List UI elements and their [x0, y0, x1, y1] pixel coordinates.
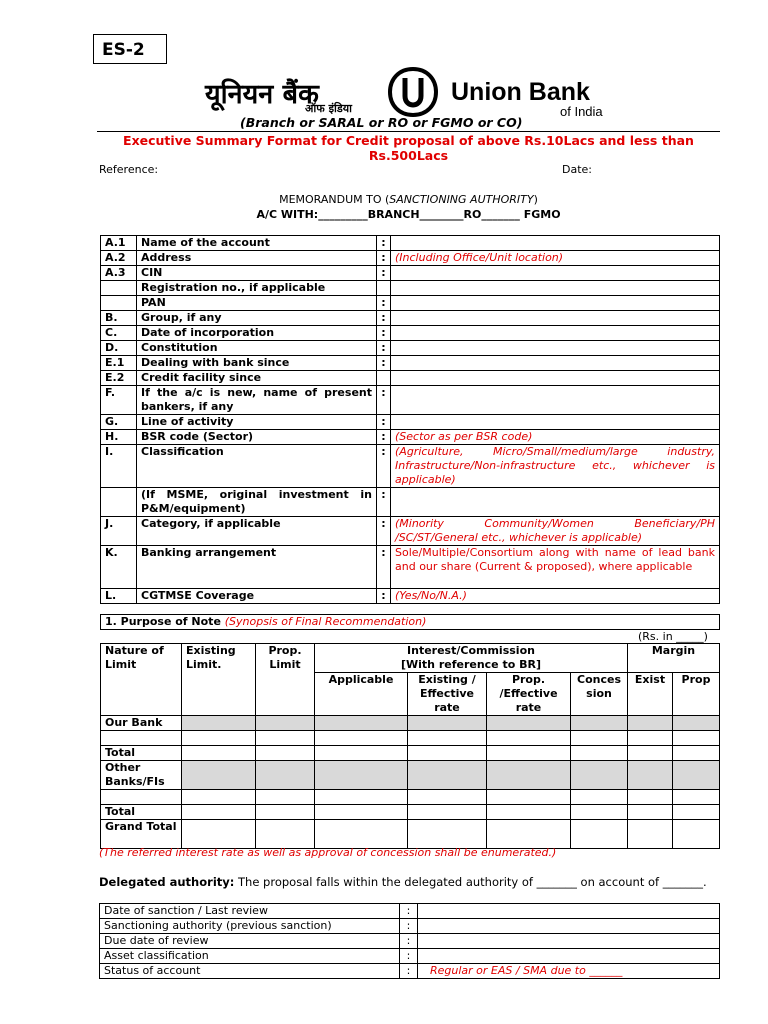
account-row-value: (Minority Community/Women Beneficiary/PH /SC/ST/General etc., whichever is applicable)	[391, 517, 720, 546]
header-prop-effective: Prop. /Effective rate	[487, 673, 571, 716]
account-row-colon	[377, 281, 391, 296]
limit-cell[interactable]	[408, 820, 487, 849]
purpose-of-note: 1. Purpose of Note (Synopsis of Final Recommendation)	[101, 615, 720, 630]
account-row	[101, 281, 720, 296]
sanction-colon: :	[400, 904, 418, 919]
limit-cell[interactable]	[182, 761, 256, 790]
limit-row-label: Grand Total	[101, 820, 182, 849]
reference-label: Reference:	[99, 163, 159, 176]
header-margin: Margin	[628, 644, 720, 673]
header-existing-limit: Existing Limit.	[182, 644, 256, 716]
limit-row	[101, 716, 720, 731]
account-row-value	[391, 296, 720, 311]
ac-with-line: A/C WITH:_________BRANCH________RO_______ FGMO	[256, 208, 561, 221]
account-row-value	[391, 371, 720, 386]
limit-cell[interactable]	[571, 716, 628, 731]
account-row-code: F.	[101, 386, 137, 415]
bank-name-en-sub: of India	[560, 104, 603, 119]
account-row-colon	[377, 371, 391, 386]
limit-cell[interactable]	[408, 716, 487, 731]
account-row-label: Date of incorporation	[137, 326, 377, 341]
account-row-label: PAN	[137, 296, 377, 311]
limit-cell[interactable]	[256, 716, 315, 731]
account-row-colon: :	[377, 415, 391, 430]
limit-cell[interactable]	[315, 761, 408, 790]
sanction-row	[100, 949, 720, 964]
account-row	[101, 488, 720, 517]
account-row-colon: :	[377, 326, 391, 341]
limit-cell[interactable]	[256, 761, 315, 790]
account-row	[101, 296, 720, 311]
limit-row-label: Total	[101, 805, 182, 820]
header-concession: Conces sion	[571, 673, 628, 716]
account-row-value	[391, 281, 720, 296]
limit-cell[interactable]	[487, 731, 571, 746]
sanction-colon: :	[400, 919, 418, 934]
account-row-code: C.	[101, 326, 137, 341]
account-row-colon: :	[377, 386, 391, 415]
limit-row-label: Total	[101, 746, 182, 761]
account-row-code	[101, 488, 137, 517]
limit-cell[interactable]	[315, 746, 408, 761]
account-row-code: A.3	[101, 266, 137, 281]
sanction-label: Due date of review	[100, 934, 400, 949]
limit-cell[interactable]	[182, 716, 256, 731]
limit-cell[interactable]	[673, 790, 720, 805]
account-row-colon: :	[377, 517, 391, 546]
account-row-colon: :	[377, 251, 391, 266]
sanction-label: Date of sanction / Last review	[100, 904, 400, 919]
account-row-label: If the a/c is new, name of present bankers, if any	[137, 386, 377, 415]
account-row	[101, 589, 720, 604]
limit-row	[101, 761, 720, 790]
union-bank-logo-icon	[386, 66, 440, 118]
sanction-table	[99, 903, 720, 979]
limit-cell[interactable]	[571, 790, 628, 805]
account-row-colon: :	[377, 266, 391, 281]
account-row	[101, 251, 720, 266]
limit-cell[interactable]	[571, 731, 628, 746]
sanction-colon: :	[400, 949, 418, 964]
header-exist: Exist	[628, 673, 673, 716]
account-row	[101, 517, 720, 546]
limit-cell[interactable]	[256, 746, 315, 761]
sanction-row	[100, 904, 720, 919]
account-row	[101, 356, 720, 371]
account-row-label: Classification	[137, 445, 377, 488]
limit-cell[interactable]	[571, 805, 628, 820]
account-row-colon: :	[377, 589, 391, 604]
sanction-label: Asset classification	[100, 949, 400, 964]
interest-note: (The referred interest rate as well as approval of concession shall be enumerated.)	[99, 846, 557, 859]
limit-cell[interactable]	[628, 805, 673, 820]
limit-cell[interactable]	[182, 805, 256, 820]
limit-cell[interactable]	[487, 716, 571, 731]
sanction-colon: :	[400, 934, 418, 949]
limit-cell[interactable]	[673, 716, 720, 731]
limit-cell[interactable]	[628, 716, 673, 731]
account-row	[101, 386, 720, 415]
account-row-code: A.2	[101, 251, 137, 266]
limit-cell[interactable]	[628, 746, 673, 761]
account-row-code: G.	[101, 415, 137, 430]
account-row-colon: :	[377, 488, 391, 517]
account-row-value	[391, 341, 720, 356]
limit-cell[interactable]	[487, 746, 571, 761]
account-row	[101, 546, 720, 589]
sanction-label: Sanctioning authority (previous sanction)	[100, 919, 400, 934]
bank-name-hindi-sub: ऑफ इंडिया	[305, 102, 352, 115]
limit-row-label	[101, 731, 182, 746]
account-row	[101, 326, 720, 341]
limit-cell[interactable]	[315, 805, 408, 820]
account-row-label: Constitution	[137, 341, 377, 356]
limit-cell[interactable]	[182, 746, 256, 761]
limit-cell[interactable]	[487, 761, 571, 790]
account-row-value	[391, 386, 720, 415]
sanction-row	[100, 919, 720, 934]
limit-row	[101, 820, 720, 849]
account-row	[101, 266, 720, 281]
account-details-table	[100, 235, 720, 604]
account-row-colon: :	[377, 311, 391, 326]
sanction-row	[100, 964, 720, 979]
limit-cell[interactable]	[315, 820, 408, 849]
limit-cell[interactable]	[256, 820, 315, 849]
rs-unit-label: (Rs. in _____)	[638, 630, 708, 643]
account-row-label: BSR code (Sector)	[137, 430, 377, 445]
account-row-value	[391, 311, 720, 326]
account-row-label: Category, if applicable	[137, 517, 377, 546]
account-row-value: (Yes/No/N.A.)	[391, 589, 720, 604]
limit-cell[interactable]	[182, 731, 256, 746]
limit-cell[interactable]	[408, 790, 487, 805]
account-row-value: (Including Office/Unit location)	[391, 251, 720, 266]
account-row-colon: :	[377, 546, 391, 589]
limit-row-label	[101, 790, 182, 805]
limit-row	[101, 805, 720, 820]
limit-cell[interactable]	[571, 820, 628, 849]
account-row	[101, 371, 720, 386]
account-row-colon: :	[377, 236, 391, 251]
account-row-code: H.	[101, 430, 137, 445]
header-divider	[97, 131, 720, 132]
account-row-label: CGTMSE Coverage	[137, 589, 377, 604]
sanction-value	[418, 904, 720, 919]
account-row-value	[391, 488, 720, 517]
account-row-code	[101, 281, 137, 296]
limit-row	[101, 790, 720, 805]
account-row-colon: :	[377, 430, 391, 445]
account-row-code: L.	[101, 589, 137, 604]
account-row-code: J.	[101, 517, 137, 546]
limit-cell[interactable]	[256, 790, 315, 805]
account-row-code: D.	[101, 341, 137, 356]
account-row-value	[391, 415, 720, 430]
limit-cell[interactable]	[673, 805, 720, 820]
account-row-label: Name of the account	[137, 236, 377, 251]
limit-cell[interactable]	[628, 790, 673, 805]
account-row-colon: :	[377, 341, 391, 356]
account-row-code	[101, 296, 137, 311]
limit-cell[interactable]	[628, 761, 673, 790]
limit-cell[interactable]	[408, 805, 487, 820]
limit-cell[interactable]	[487, 790, 571, 805]
account-row-colon: :	[377, 445, 391, 488]
account-row-label: Registration no., if applicable	[137, 281, 377, 296]
limit-cell[interactable]	[182, 790, 256, 805]
limit-cell[interactable]	[673, 731, 720, 746]
sanction-value	[418, 934, 720, 949]
limit-cell[interactable]	[673, 820, 720, 849]
account-row	[101, 341, 720, 356]
account-row	[101, 415, 720, 430]
account-row-code: K.	[101, 546, 137, 589]
header-interest: Interest/Commission [With reference to BR]	[315, 644, 628, 673]
account-row-code: A.1	[101, 236, 137, 251]
bank-name-hindi: यूनियन बैंक	[205, 79, 319, 110]
account-row-value	[391, 266, 720, 281]
account-row	[101, 311, 720, 326]
limit-cell[interactable]	[628, 820, 673, 849]
sanction-value	[418, 919, 720, 934]
limit-row	[101, 731, 720, 746]
limit-cell[interactable]	[182, 820, 256, 849]
account-row-label: Dealing with bank since	[137, 356, 377, 371]
limit-cell[interactable]	[571, 746, 628, 761]
page-title: Executive Summary Format for Credit proposal of above Rs.10Lacs and less than Rs.500Lacs	[123, 133, 694, 163]
limit-cell[interactable]	[256, 731, 315, 746]
account-row-code: B.	[101, 311, 137, 326]
purpose-table	[100, 614, 720, 630]
account-row-label: (If MSME, original investment in P&M/equipment)	[137, 488, 377, 517]
limit-row-label: Other Banks/FIs	[101, 761, 182, 790]
account-row-colon: :	[377, 356, 391, 371]
account-row-value	[391, 356, 720, 371]
date-label: Date:	[562, 163, 592, 176]
header-applicable: Applicable	[315, 673, 408, 716]
account-row-value: (Agriculture, Micro/Small/medium/large industry, Infrastructure/Non-infrastructure etc., whichever is applicable)	[391, 445, 720, 488]
account-row-code: E.1	[101, 356, 137, 371]
limit-cell[interactable]	[487, 820, 571, 849]
limit-cell[interactable]	[408, 761, 487, 790]
header-nature-of-limit: Nature of Limit	[101, 644, 182, 716]
header-existing-effective: Existing / Effective rate	[408, 673, 487, 716]
delegated-authority: Delegated authority: The proposal falls within the delegated authority of _______ on account of _______.	[99, 875, 707, 889]
account-row-label: Group, if any	[137, 311, 377, 326]
limit-cell[interactable]	[315, 790, 408, 805]
account-row-label: Address	[137, 251, 377, 266]
account-row-label: CIN	[137, 266, 377, 281]
account-row-code: I.	[101, 445, 137, 488]
account-row	[101, 430, 720, 445]
limit-cell[interactable]	[571, 761, 628, 790]
memorandum-line: MEMORANDUM TO (SANCTIONING AUTHORITY)	[279, 193, 538, 206]
limit-cell[interactable]	[673, 761, 720, 790]
limit-cell[interactable]	[628, 731, 673, 746]
account-row-value	[391, 326, 720, 341]
limit-row	[101, 746, 720, 761]
limit-cell[interactable]	[408, 731, 487, 746]
sanction-label: Status of account	[100, 964, 400, 979]
account-row-colon: :	[377, 296, 391, 311]
branch-line: (Branch or SARAL or RO or FGMO or CO)	[240, 115, 523, 130]
sanction-value	[418, 949, 720, 964]
account-row-code: E.2	[101, 371, 137, 386]
limit-cell[interactable]	[256, 805, 315, 820]
limit-cell[interactable]	[315, 716, 408, 731]
sanction-value: Regular or EAS / SMA due to ______	[418, 964, 720, 979]
limit-cell[interactable]	[408, 746, 487, 761]
limit-cell[interactable]	[673, 746, 720, 761]
limits-table	[100, 643, 720, 849]
account-row-value: (Sector as per BSR code)	[391, 430, 720, 445]
bank-name-en: Union Bank	[451, 78, 590, 106]
account-row	[101, 445, 720, 488]
account-row-value: Sole/Multiple/Consortium along with name of lead bank and our share (Current & proposed), where applicable	[391, 546, 720, 589]
limit-cell[interactable]	[487, 805, 571, 820]
form-code: ES-2	[93, 34, 167, 64]
account-row-value	[391, 236, 720, 251]
limit-row-label: Our Bank	[101, 716, 182, 731]
account-row-label: Credit facility since	[137, 371, 377, 386]
header-prop-limit: Prop. Limit	[256, 644, 315, 716]
sanction-colon: :	[400, 964, 418, 979]
account-row	[101, 236, 720, 251]
account-row-label: Banking arrangement	[137, 546, 377, 589]
header-prop: Prop	[673, 673, 720, 716]
limit-cell[interactable]	[315, 731, 408, 746]
account-row-label: Line of activity	[137, 415, 377, 430]
sanction-row	[100, 934, 720, 949]
